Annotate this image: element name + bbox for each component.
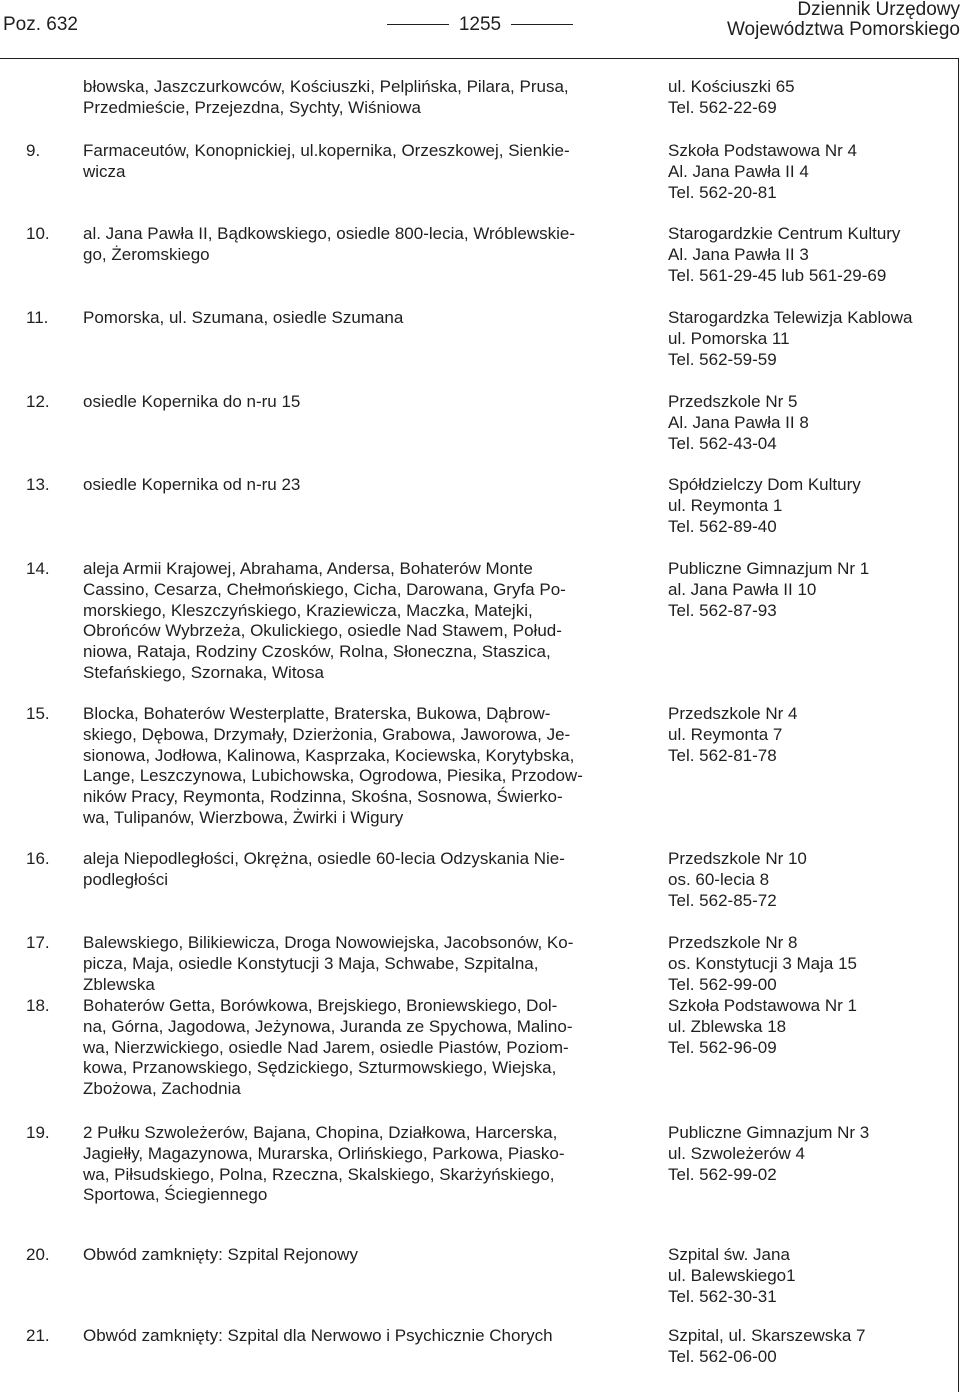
polling-place-line: Tel. 562-99-02 — [668, 1164, 777, 1184]
polling-place — [640, 475, 956, 537]
page-header — [0, 0, 960, 48]
street-line: Stefańskiego, Szornaka, Witosa — [83, 662, 324, 682]
page-number-text: 1255 — [458, 14, 502, 35]
polling-place-line: Szkoła Podstawowa Nr 4 — [668, 141, 857, 160]
polling-place-line: Starogardzkie Centrum Kultury — [668, 224, 901, 243]
polling-place — [640, 77, 956, 119]
street-line: sionowa, Jodłowa, Kalinowa, Kasprzaka, Kociewska, Korytybska, — [83, 745, 575, 765]
polling-place-line: Al. Jana Pawła II 4 — [668, 161, 809, 181]
row-number: 18. — [26, 996, 50, 1015]
polling-place-line: Szpital, ul. Skarszewska 7 — [668, 1326, 866, 1345]
street-line: Pomorska, ul. Szumana, osiedle Szumana — [83, 308, 404, 327]
polling-place-line: Publiczne Gimnazjum Nr 3 — [668, 1123, 870, 1142]
street-list — [83, 77, 640, 119]
row-number: 9. — [26, 141, 41, 160]
polling-place-line: Przedszkole Nr 5 — [668, 392, 798, 411]
polling-place — [640, 1326, 956, 1368]
street-list — [83, 704, 640, 829]
polling-place-line: Tel. 562-22-69 — [668, 97, 777, 117]
polling-place — [640, 392, 956, 454]
polling-place-line: ul. Balewskiego1 — [668, 1265, 796, 1285]
street-list — [83, 933, 640, 995]
row-number: 16. — [26, 849, 50, 868]
street-line: Cassino, Cesarza, Chełmońskiego, Cicha, Darowana, Gryfa Po- — [83, 579, 566, 599]
street-line: aleja Niepodległości, Okrężna, osiedle 60-lecia Odzyskania Nie- — [83, 849, 565, 868]
polling-place-line: os. Konstytucji 3 Maja 15 — [668, 953, 857, 973]
row-number: 19. — [26, 1123, 50, 1142]
table-row — [26, 224, 956, 286]
polling-place-line: al. Jana Pawła II 10 — [668, 579, 817, 599]
street-line: Lange, Leszczynowa, Lubichowska, Ogrodowa, Piesika, Przodow- — [83, 766, 583, 786]
street-line: wicza — [83, 161, 126, 181]
polling-place-line: Tel. 562-96-09 — [668, 1037, 777, 1057]
journal-title — [727, 0, 960, 40]
journal-title-line1: Dziennik Urzędowy — [797, 0, 960, 20]
row-number: 14. — [26, 559, 50, 578]
street-list — [83, 1326, 640, 1368]
street-list — [83, 996, 640, 1100]
table-row — [26, 559, 956, 684]
polling-place-line: Tel. 562-59-59 — [668, 349, 777, 369]
polling-place-line: ul. Kościuszki 65 — [668, 77, 795, 96]
street-line: Obwód zamknięty: Szpital Rejonowy — [83, 1245, 358, 1264]
polling-place — [640, 996, 956, 1100]
polling-place-line: Al. Jana Pawła II 3 — [668, 244, 809, 264]
row-number: 11. — [26, 308, 49, 327]
polling-place-line: Tel. 562-43-04 — [668, 433, 777, 453]
street-line: Blocka, Bohaterów Westerplatte, Braterska, Bukowa, Dąbrow- — [83, 704, 551, 723]
table-row — [26, 996, 956, 1100]
street-list — [83, 224, 640, 286]
table-row — [26, 77, 956, 119]
table-row — [26, 475, 956, 537]
street-line: osiedle Kopernika od n-ru 23 — [83, 475, 301, 494]
table-row — [26, 704, 956, 829]
polling-place — [640, 849, 956, 911]
polling-place — [640, 933, 956, 995]
street-line: aleja Armii Krajowej, Abrahama, Andersa, Bohaterów Monte — [83, 559, 533, 578]
street-line: al. Jana Pawła II, Bądkowskiego, osiedle 800-lecia, Wróblewskie- — [83, 224, 575, 243]
street-line: ników Pracy, Reymonta, Rodzinna, Skośna, Sosnowa, Świerko- — [83, 787, 563, 807]
journal-title-line2: Województwa Pomorskiego — [726, 19, 960, 40]
polling-place-line: Szpital św. Jana — [668, 1245, 790, 1264]
polling-place-line: Tel. 562-30-31 — [668, 1286, 777, 1306]
row-number: 10. — [26, 224, 50, 243]
street-line: morskiego, Kleszczyńskiego, Kraziewicza, Maczka, Matejki, — [83, 600, 533, 620]
street-line: wa, Nierzwickiego, osiedle Nad Jarem, osiedle Piastów, Poziom- — [83, 1037, 569, 1057]
street-line: osiedle Kopernika do n-ru 15 — [83, 392, 301, 411]
polling-place — [640, 224, 956, 286]
polling-place-line: Tel. 562-89-40 — [668, 516, 777, 536]
polling-place — [640, 1245, 956, 1307]
polling-place-line: ul. Zblewska 18 — [668, 1016, 787, 1036]
polling-place-line: Przedszkole Nr 10 — [668, 849, 807, 868]
polling-place-line: Publiczne Gimnazjum Nr 1 — [668, 559, 870, 578]
table-row — [26, 933, 956, 995]
polling-place — [640, 141, 956, 203]
polling-place-line: Tel. 562-06-00 — [668, 1346, 777, 1366]
polling-place — [640, 704, 956, 829]
street-line: Przedmieście, Przejezdna, Sychty, Wiśniowa — [83, 97, 421, 117]
street-line: picza, Maja, osiedle Konstytucji 3 Maja, Schwabe, Szpitalna, — [83, 953, 539, 973]
street-line: niowa, Rataja, Rodziny Czosków, Rolna, Słoneczna, Staszica, — [83, 642, 551, 662]
polling-place-line: ul. Pomorska 11 — [668, 328, 790, 348]
street-line: skiego, Dębowa, Drzymały, Dzierżonia, Grabowa, Jaworowa, Je- — [83, 724, 571, 744]
street-line: błowska, Jaszczurkowców, Kościuszki, Pelplińska, Pilara, Prusa, — [83, 77, 569, 96]
polling-place — [640, 1123, 956, 1206]
street-list — [83, 308, 640, 370]
street-line: kowa, Przanowskiego, Sędzickiego, Szturmowskiego, Wiejska, — [83, 1058, 557, 1078]
street-line: Jagiełły, Magazynowa, Murarska, Orlińskiego, Parkowa, Piasko- — [83, 1143, 565, 1163]
polling-place-line: os. 60-lecia 8 — [668, 869, 770, 889]
street-line: Zblewska — [83, 974, 155, 994]
street-line: Bohaterów Getta, Borówkowa, Brejskiego, Broniewskiego, Dol- — [83, 996, 558, 1015]
street-line: podległości — [83, 869, 169, 889]
polling-place-line: Przedszkole Nr 8 — [668, 933, 798, 952]
street-line: Farmaceutów, Konopnickiej, ul.kopernika, Orzeszkowej, Sienkie- — [83, 141, 570, 160]
street-list — [83, 849, 640, 911]
polling-place-line: ul. Szwoleżerów 4 — [668, 1143, 806, 1163]
table-row — [26, 141, 956, 203]
polling-place-line: Spółdzielczy Dom Kultury — [668, 475, 861, 494]
street-line: Zbożowa, Zachodnia — [83, 1079, 241, 1099]
polling-place-line: Starogardzka Telewizja Kablowa — [668, 308, 913, 327]
row-number: 15. — [26, 704, 50, 723]
table-row — [26, 849, 956, 911]
street-line: Balewskiego, Bilikiewicza, Droga Nowowiejska, Jacobsonów, Ko- — [83, 933, 574, 952]
street-line: Obrońców Wybrzeża, Okulickiego, osiedle Nad Stawem, Połud- — [83, 621, 562, 641]
polling-place-line: Szkoła Podstawowa Nr 1 — [668, 996, 857, 1015]
row-number: 13. — [26, 475, 50, 494]
street-list — [83, 475, 640, 537]
row-number: 17. — [26, 933, 50, 952]
polling-place-line: Al. Jana Pawła II 8 — [668, 412, 809, 432]
table-row — [26, 1326, 956, 1368]
street-line: go, Żeromskiego — [83, 244, 210, 264]
street-list — [83, 559, 640, 684]
street-list — [83, 1245, 640, 1307]
row-number — [26, 77, 83, 119]
polling-place-line: Tel. 562-99-00 — [668, 974, 777, 994]
table-row — [26, 308, 956, 370]
polling-place — [640, 559, 956, 684]
table-row — [26, 392, 956, 454]
street-line: Obwód zamknięty: Szpital dla Nerwowo i Psychicznie Chorych — [83, 1326, 553, 1345]
dash-left — [387, 24, 449, 25]
street-list — [83, 1123, 640, 1206]
polling-place-line: Tel. 562-20-81 — [668, 182, 777, 202]
polling-place-line: ul. Reymonta 1 — [668, 495, 783, 515]
polling-place-line: Tel. 562-81-78 — [668, 745, 777, 765]
position-number: Poz. 632 — [3, 14, 78, 35]
polling-place-line: Przedszkole Nr 4 — [668, 704, 798, 723]
polling-place-line: ul. Reymonta 7 — [668, 724, 783, 744]
street-line: wa, Piłsudskiego, Polna, Rzeczna, Skalskiego, Skarżyńskiego, — [83, 1164, 555, 1184]
table-row — [26, 1123, 956, 1206]
street-list — [83, 392, 640, 454]
polling-place-line: Tel. 562-85-72 — [668, 890, 777, 910]
row-number: 12. — [26, 392, 50, 411]
table-row — [26, 1245, 956, 1307]
polling-place-line: Tel. 562-87-93 — [668, 600, 777, 620]
street-line: na, Górna, Jagodowa, Jeżynowa, Juranda ze Spychowa, Malino- — [83, 1016, 573, 1036]
dash-right — [511, 24, 573, 25]
street-list — [83, 141, 640, 203]
street-line: 2 Pułku Szwoleżerów, Bajana, Chopina, Działkowa, Harcerska, — [83, 1123, 558, 1142]
street-line: wa, Tulipanów, Wierzbowa, Żwirki i Wigury — [83, 807, 404, 827]
row-number: 20. — [26, 1245, 50, 1264]
polling-place-line: Tel. 561-29-45 lub 561-29-69 — [668, 265, 887, 285]
polling-place — [640, 308, 956, 370]
row-number: 21. — [26, 1326, 50, 1345]
street-line: Sportowa, Ściegiennego — [83, 1185, 268, 1205]
